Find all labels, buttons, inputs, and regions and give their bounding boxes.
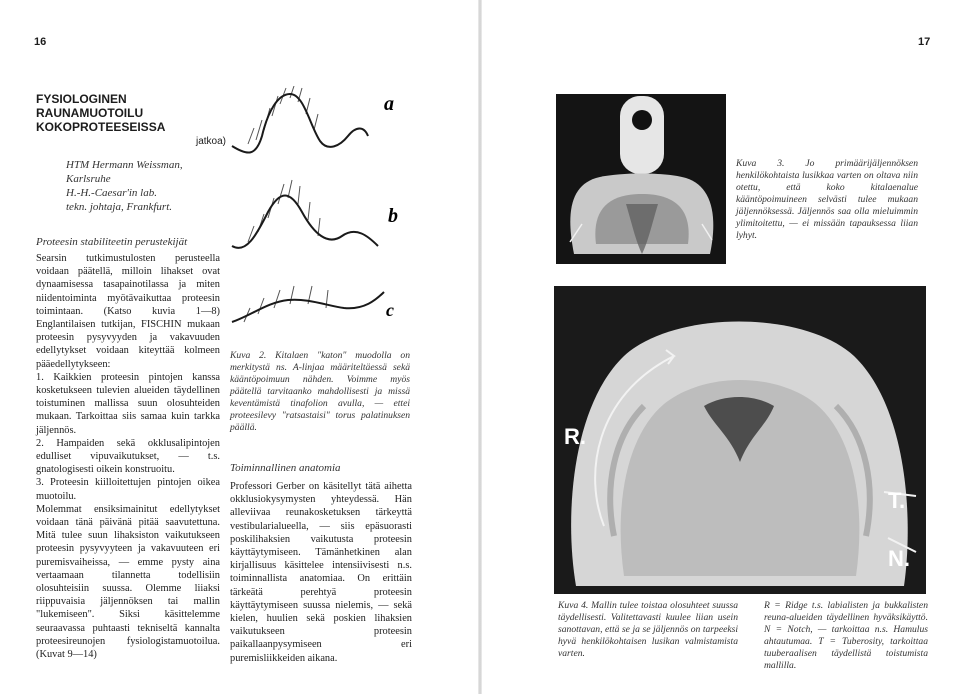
heading-line: KOKOPROTEESEISSA <box>36 120 166 134</box>
body-paragraph: 3. Proteesin kiilloitettujen pintojen oikea muotoilu. <box>36 477 220 502</box>
figure-2-caption <box>230 350 410 434</box>
profile-b <box>232 196 378 248</box>
figure-4-photo <box>554 286 926 594</box>
body-column-left <box>36 252 220 661</box>
profile-a <box>232 94 368 153</box>
heading-line: FYSIOLOGINEN <box>36 92 127 106</box>
page-number: 17 <box>918 36 931 48</box>
author-line: H.-H.-Caesar'in lab. <box>66 187 157 199</box>
author-line: HTM Hermann Weissman, <box>66 159 183 171</box>
figure-3-caption <box>736 158 918 242</box>
page-number: 16 <box>34 36 47 48</box>
tray-handle-hole <box>632 110 652 130</box>
right-page <box>480 0 960 694</box>
heading-line: RAUNAMUOTOILU <box>36 106 144 120</box>
body-paragraph: Molemmat ensiksimainitut edellytykset voidaan tänä päivänä pitää saavutettuna. Mitä tulee suun lihaksiston vaikutukseen proteesin pysyvyyteen ja vakavuuteen eri puremisvaiheissa, — emme pysty aina vertaamaan tilannetta todellisiin olosuhteisiin suussa. Olemme liiaksi riippuvaisia jäljennöksen tai mallin "lukemiseen". Siksi käsittelemme seuraavassa puhtaasti tekniseltä kannalta proteesireunojen fysiologistamuotoilua. (Kuvat 9—14) <box>36 503 220 661</box>
figure-4-caption <box>558 600 738 660</box>
section-title: Proteesin stabiliteetin perustekijät <box>36 236 188 248</box>
caption-text: Kuva 3. Jo primäärijäljennöksen henkilökohtaista lusikkaa varten on oltava niin otettu, että koko kitalaenalue kääntöpoimuineen selvästi tulee mukaan jäljennöksessä. Jäljennös saa olla mieluimmin ylimitoitettu, — ei missään tapauksessa liian lyhyt. <box>736 158 918 241</box>
figure-2-palate-profiles <box>228 86 418 346</box>
figure-letter-c: c <box>386 300 394 320</box>
figure-3-photo <box>556 94 726 264</box>
section2-title: Toiminnallinen anatomia <box>230 462 341 474</box>
figure-letter-b: b <box>388 205 398 227</box>
label-notch: N. <box>888 546 910 571</box>
label-tuberosity: T. <box>888 488 906 513</box>
body-paragraph: 1. Kaikkien proteesin pintojen kanssa kosketukseen tulevien alueiden täydellinen toistuminen mallissa suun olosuhteiden mukaan. Tarkoittaa siis samaa kuin tarkka jäljennös. <box>36 371 220 436</box>
figure-letter-a: a <box>384 93 394 115</box>
body-paragraph: Searsin tutkimustulosten perusteella voidaan päätellä, milloin lihakset ovat dynaamisessa tasapainotilassa ja miten niidentoiminta myötävaikuttaa proteesin toimintaan. (Katso kuvia 1—8) Englantilaisen tutkijan, FISCHIN mukaan proteesin pysyvyyden ja vakavuuden edellytykset voidaan kiteyttää kolmeen pääedellytykseen: <box>36 253 220 370</box>
body-paragraph: Professori Gerber on käsitellyt tätä aihetta okklusiokysymysten yhteydessä. Hän alleviivaa reunakosketuksen tärkeyttä vestibularialueella, — siis epäsuorasti poskilihaksien vaikutusta proteesin käyttäytymiseen. Tämänhetkinen alan kirjallisuus käsittelee intensiivisesti n.s. toiminnallista anatomiaa. On erittäin tärkeätä perehtyä proteesin käyttäytymiseen suussa nielemis, — sekä kielen, huulien sekä poskien lihaksien vaikutukseen proteesin paikallaanpysymiseen eri puremisliikkeiden aikana. <box>230 481 412 664</box>
profile-c <box>232 292 384 322</box>
body-column-right <box>230 480 412 665</box>
caption-text: Kuva 4. Mallin tulee toistaa olosuhteet suussa täydellisesti. Valitettavasti kuulee liian usein sanottavan, että se ja se jäljennös on tarpeeksi hyvä henkilökohtaisen lusikan valmistamista varten. <box>558 600 738 659</box>
author-block <box>66 158 216 214</box>
author-line: tekn. johtaja, Frankfurt. <box>66 201 173 213</box>
tray-handle <box>620 96 664 174</box>
legend-text: R = Ridge t.s. labialisten ja bukkalisten reuna-alueiden täydellinen hyväksikäyttö. N = Notch, — tarkoittaa n.s. Hamulus ahtautumaa. T = Tuberosity, tarkoittaa tuuberaalisen täydellistä toistumista mallilla. <box>764 600 928 671</box>
caption-text: Kuva 2. Kitalaen "katon" muodolla on merkitystä ns. A-linjaa määriteltäessä sekä kääntöpoimuun nähden. Voimme myös päätellä tarvitaanko mahdollisesti ja missä keventämistä tinafolion avulla, — ettei proteesilevy "ratsastaisi" torus palatinuksen päällä. <box>230 350 410 433</box>
continued-label: jatkoa) <box>196 136 227 147</box>
author-line: Karlsruhe <box>66 173 111 185</box>
body-paragraph: 2. Hampaiden sekä okklusalipintojen edulliset vipuvaikutukset, — t.s. gnatologisesti oikein konstruoitu. <box>36 437 220 476</box>
label-ridge: R. <box>564 424 586 449</box>
article-heading <box>36 92 236 134</box>
figure-4-legend <box>764 600 928 672</box>
